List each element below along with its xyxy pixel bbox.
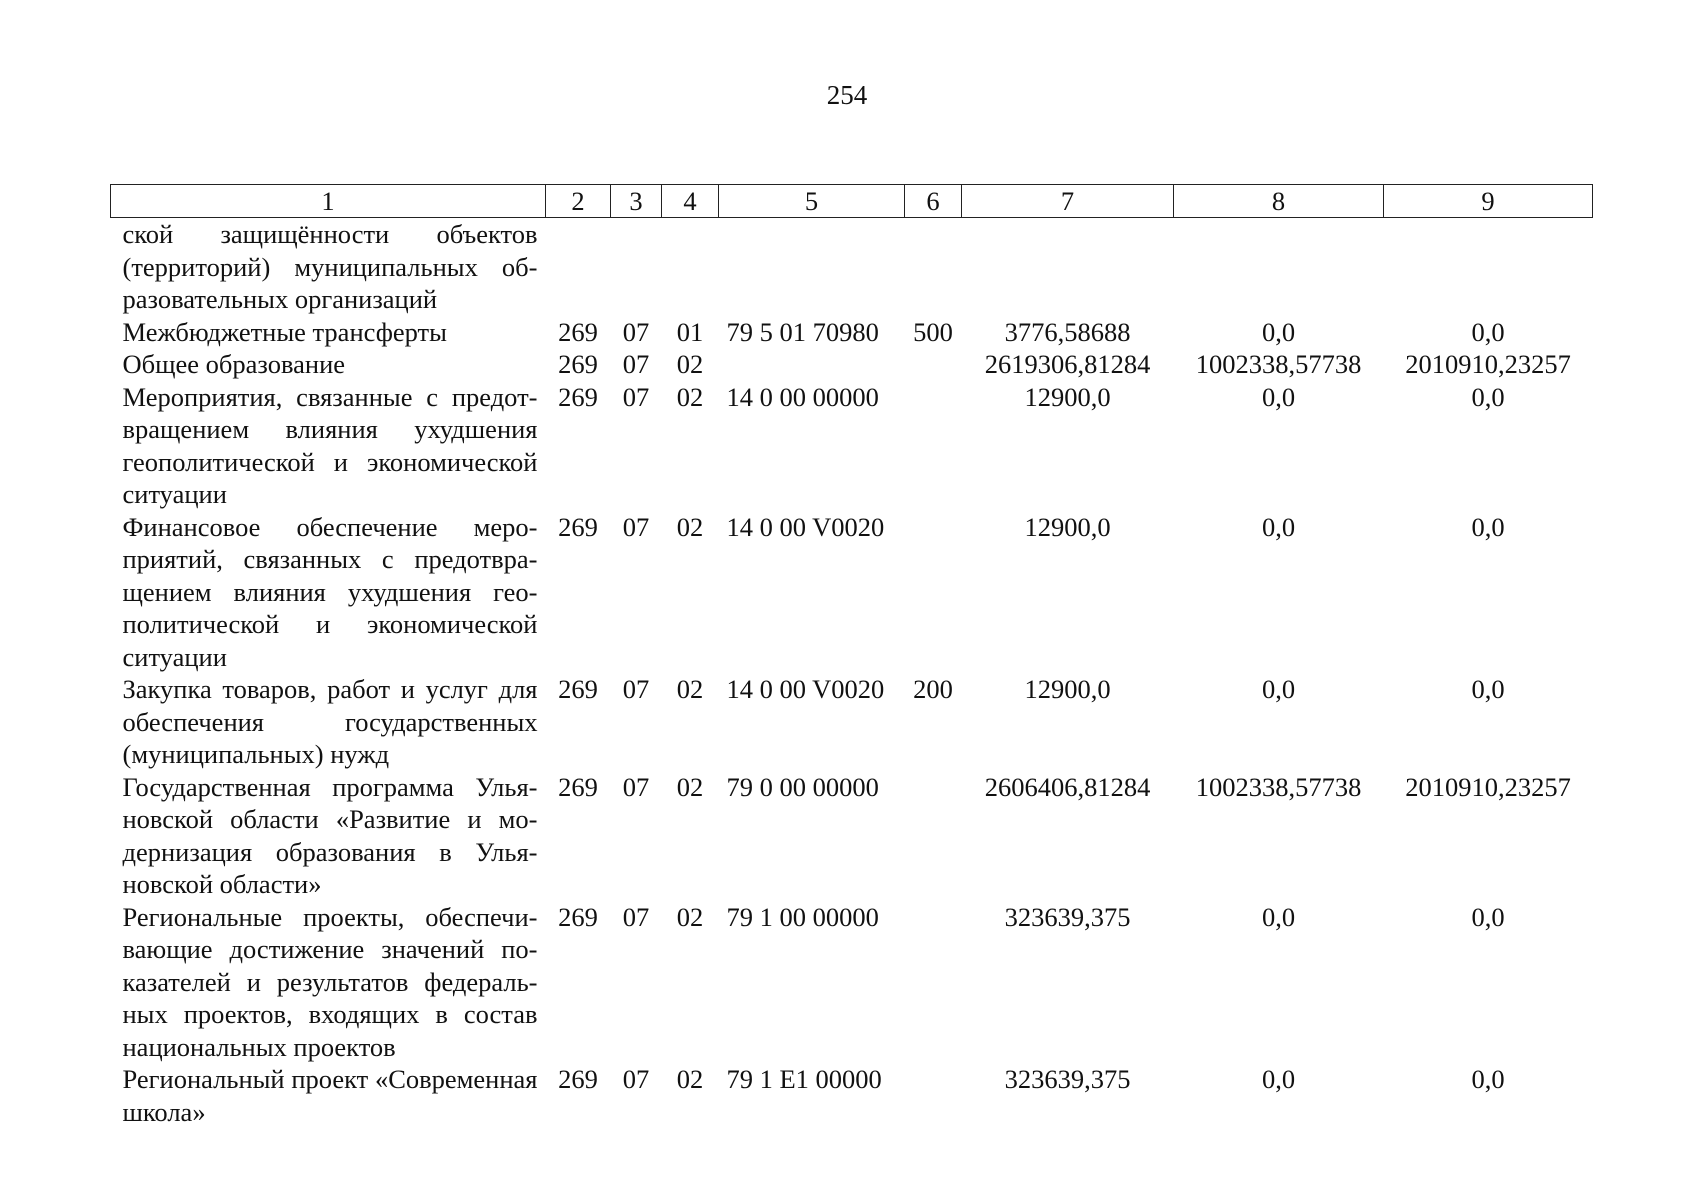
cell-col-6: 500 — [913, 316, 953, 347]
cell-col-8: 0,0 — [1261, 1064, 1296, 1094]
cell-col-3: 07 — [622, 901, 650, 932]
cell-col-5: 14 0 00 V0020 — [726, 511, 885, 542]
row-name: Региональные проекты, обеспечивающие достижение значений показателей и результатов федеральных проектов, входящих в состав национальных проектов — [122, 901, 538, 1062]
header-cell-7: 7 — [962, 185, 1174, 218]
cell-col-9: 2010910,23257 — [1405, 771, 1571, 802]
header-row — [111, 185, 1593, 218]
table-body — [111, 218, 1593, 1129]
row-name: Государственная программа Ульяновской области «Развитие и модернизация образования в Ульяновской области» — [122, 771, 538, 899]
row-name: Межбюджетные трансферты — [122, 316, 447, 347]
cell-col-3: 07 — [622, 511, 650, 542]
page-number: 254 — [826, 80, 868, 110]
cell-col-5 — [719, 348, 905, 381]
cell-col-5: 79 1 E1 00000 — [726, 1064, 882, 1094]
cell-col-8: 1002338,57738 — [1195, 349, 1362, 379]
header-cell-2: 2 — [546, 185, 611, 218]
header-cell-9: 9 — [1384, 185, 1593, 218]
cell-col-3: 07 — [622, 674, 650, 704]
cell-col-4 — [662, 218, 719, 316]
cell-col-5: 79 0 00 00000 — [726, 771, 879, 802]
cell-col-2: 269 — [558, 349, 598, 379]
header-cell-6: 6 — [905, 185, 962, 218]
cell-col-7: 12900,0 — [1024, 674, 1111, 704]
cell-col-2: 269 — [558, 316, 598, 347]
cell-col-5: 14 0 00 00000 — [726, 381, 879, 412]
cell-col-4: 02 — [676, 349, 704, 379]
cell-col-7: 323639,375 — [1004, 1064, 1131, 1094]
cell-col-7: 3776,58688 — [1004, 316, 1131, 347]
cell-col-9: 0,0 — [1471, 674, 1505, 704]
table-row — [111, 381, 1593, 511]
table-row — [111, 348, 1593, 381]
cell-col-8: 0,0 — [1261, 316, 1296, 347]
cell-col-6 — [905, 1063, 962, 1128]
cell-col-9: 2010910,23257 — [1405, 349, 1571, 379]
cell-col-2: 269 — [558, 381, 598, 412]
cell-col-3: 07 — [622, 771, 650, 802]
cell-col-3 — [611, 218, 662, 316]
cell-col-9: 0,0 — [1471, 381, 1505, 412]
table-row — [111, 511, 1593, 674]
row-name: Закупка товаров, работ и услуг для обеспечения государственных (муниципальных) нужд — [122, 674, 538, 769]
cell-col-9: 0,0 — [1471, 1064, 1505, 1094]
cell-col-4: 02 — [676, 674, 704, 704]
cell-col-3: 07 — [622, 349, 650, 379]
cell-col-7: 2606406,81284 — [984, 771, 1151, 802]
cell-col-4: 02 — [676, 1064, 704, 1094]
cell-col-9: 0,0 — [1471, 316, 1505, 347]
header-cell-1: 1 — [111, 185, 546, 218]
cell-col-5 — [719, 218, 905, 316]
cell-col-9 — [1384, 218, 1593, 316]
cell-col-2: 269 — [558, 511, 598, 542]
cell-col-6 — [905, 381, 962, 511]
cell-col-6 — [905, 511, 962, 674]
cell-col-6 — [905, 901, 962, 1064]
row-name: Региональный проект «Современная школа» — [122, 1064, 538, 1127]
cell-col-8: 1002338,57738 — [1195, 771, 1362, 802]
cell-col-6 — [905, 218, 962, 316]
row-name: Мероприятия, связанные с предотвращением влияния ухудшения геополитической и экономической ситуации — [122, 381, 538, 509]
cell-col-6 — [905, 348, 962, 381]
header-cell-8: 8 — [1174, 185, 1384, 218]
cell-col-8: 0,0 — [1261, 674, 1296, 704]
table-row — [111, 316, 1593, 349]
cell-col-7: 12900,0 — [1024, 381, 1111, 412]
header-cell-5: 5 — [719, 185, 905, 218]
table-row — [111, 1063, 1593, 1128]
cell-col-2: 269 — [558, 771, 598, 802]
cell-col-3: 07 — [622, 381, 650, 412]
cell-col-2: 269 — [558, 674, 598, 704]
cell-col-6: 200 — [913, 674, 953, 704]
cell-col-7: 12900,0 — [1024, 511, 1111, 542]
header-cell-4: 4 — [662, 185, 719, 218]
row-name: Финансовое обеспечение мероприятий, связанных с предотвращением влияния ухудшения геополитической и экономической ситуации — [122, 511, 538, 672]
cell-col-4: 02 — [676, 511, 704, 542]
cell-col-4: 02 — [676, 381, 704, 412]
cell-col-7: 323639,375 — [1004, 901, 1131, 932]
cell-col-6 — [905, 771, 962, 901]
cell-col-8: 0,0 — [1261, 511, 1296, 542]
cell-col-8 — [1174, 218, 1384, 316]
table-row — [111, 218, 1593, 316]
table-row — [111, 901, 1593, 1064]
cell-col-5: 79 5 01 70980 — [726, 316, 879, 347]
cell-col-2 — [546, 218, 611, 316]
cell-col-4: 02 — [676, 901, 704, 932]
cell-col-4: 02 — [676, 771, 704, 802]
cell-col-3: 07 — [622, 1064, 650, 1094]
cell-col-7 — [962, 218, 1174, 316]
cell-col-9: 0,0 — [1471, 901, 1505, 932]
row-name: Общее образование — [122, 349, 346, 379]
cell-col-4: 01 — [676, 316, 704, 347]
header-cell-3: 3 — [611, 185, 662, 218]
cell-col-5: 79 1 00 00000 — [726, 901, 879, 932]
cell-col-8: 0,0 — [1261, 901, 1296, 932]
cell-col-2: 269 — [558, 1064, 598, 1094]
budget-table — [110, 184, 1593, 1128]
cell-col-9: 0,0 — [1471, 511, 1505, 542]
cell-col-7: 2619306,81284 — [984, 349, 1151, 379]
cell-col-8: 0,0 — [1261, 381, 1296, 412]
cell-col-3: 07 — [622, 316, 650, 347]
table-header — [111, 185, 1593, 218]
cell-col-5: 14 0 00 V0020 — [726, 674, 885, 704]
cell-col-2: 269 — [558, 901, 598, 932]
row-name: ской защищённости объектов (территорий) муниципальных образовательных организаций — [122, 219, 538, 314]
table-row — [111, 673, 1593, 771]
table-row — [111, 771, 1593, 901]
